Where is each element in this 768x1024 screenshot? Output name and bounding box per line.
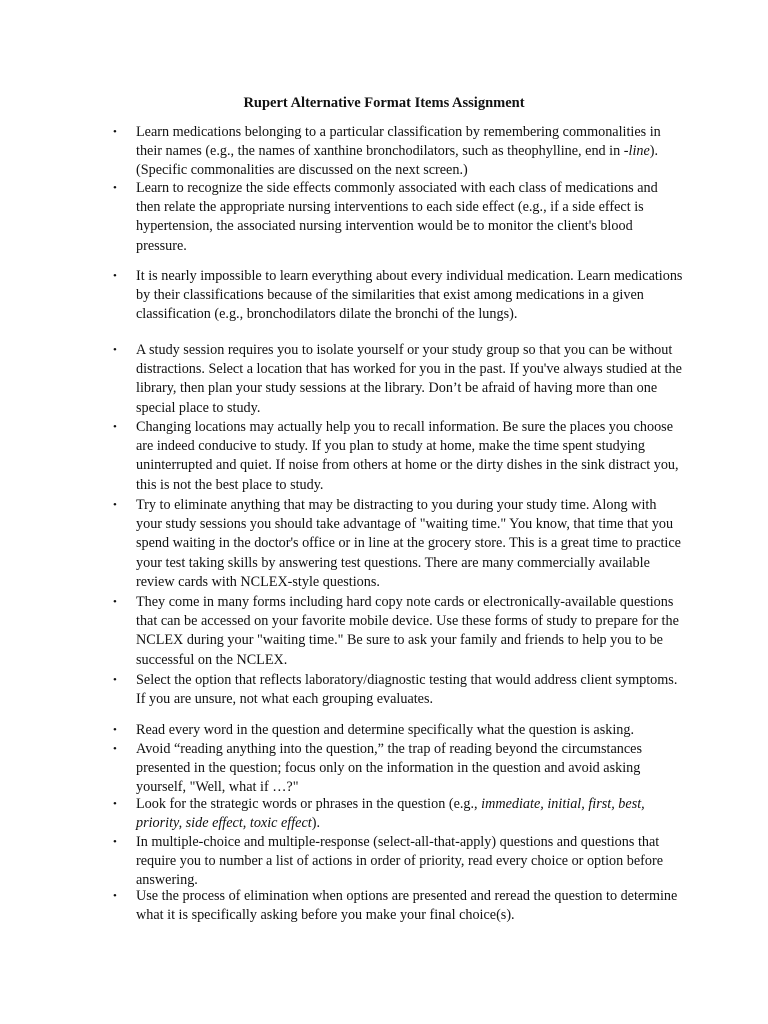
bullet-icon: • bbox=[113, 596, 117, 608]
list-item bbox=[113, 740, 684, 798]
list-item-text: They come in many forms including hard copy note cards or electronically-available questions that can be accessed on your favorite mobile device. Use these forms of study to prepare for the NCLEX during your "waiting time." Be sure to ask your family and friends to help you to be successful on the NCLEX. bbox=[136, 594, 679, 668]
bullet-icon: • bbox=[113, 421, 117, 433]
bullet-icon: • bbox=[113, 798, 117, 810]
bullet-icon: • bbox=[113, 836, 117, 848]
list-item bbox=[113, 721, 684, 740]
list-item-text: Select the option that reflects laboratory/diagnostic testing that would address client symptoms. If you are unsure, not what each grouping evaluates. bbox=[136, 672, 678, 708]
bullet-icon: • bbox=[113, 890, 117, 902]
document-title: Rupert Alternative Format Items Assignment bbox=[243, 95, 525, 111]
list-item bbox=[113, 418, 684, 495]
list-item bbox=[113, 179, 684, 256]
list-item bbox=[113, 123, 684, 181]
list-item bbox=[113, 671, 684, 709]
list-item-text-end: ). bbox=[311, 815, 320, 832]
bullet-icon: • bbox=[113, 270, 117, 282]
list-item bbox=[113, 795, 684, 833]
list-item bbox=[113, 267, 684, 325]
bullet-icon: • bbox=[113, 126, 117, 138]
list-item-text: Learn medications belonging to a particular classification by remembering commonalities in their names (e.g., the names of xanthine bronchodilators, such as theophylline, end in - bbox=[136, 124, 661, 160]
bullet-icon: • bbox=[113, 724, 117, 736]
list-item bbox=[113, 887, 684, 925]
list-item-text-end: ). (Specific commonalities are discussed on the next screen.) bbox=[136, 143, 659, 179]
list-item-text: In multiple-choice and multiple-response (select-all-that-apply) questions and questions that require you to number a list of actions in order of priority, read every choice or option before answering. bbox=[136, 834, 663, 889]
list-item-text: Learn to recognize the side effects commonly associated with each class of medications and then relate the appropriate nursing interventions to each side effect (e.g., if a side effect is hypertension, the associated nursing intervention would be to monitor the client's blood pressure. bbox=[136, 180, 658, 254]
bullet-icon: • bbox=[113, 743, 117, 755]
list-item bbox=[113, 496, 684, 592]
bullet-icon: • bbox=[113, 499, 117, 511]
list-item bbox=[113, 341, 684, 418]
bullet-icon: • bbox=[113, 182, 117, 194]
list-item-text: A study session requires you to isolate yourself or your study group so that you can be without distractions. Select a location that has worked for you in the past. If you've always studied at the library, then plan your study sessions at the library. Don’t be afraid of having more than one special place to study. bbox=[136, 342, 682, 416]
bullet-icon: • bbox=[113, 344, 117, 356]
list-item bbox=[113, 833, 684, 891]
list-item-text: Read every word in the question and determine specifically what the question is asking. bbox=[136, 722, 635, 738]
bullet-icon: • bbox=[113, 674, 117, 686]
list-item-text: Try to eliminate anything that may be distracting to you during your study time. Along with your study sessions you should take advantage of "waiting time." You know, that time that you spend waiting in the doctor's office or in line at the grocery store. This is a great time to practice your test taking skills by answering test questions. There are many commercially available review cards with NCLEX-style questions. bbox=[136, 497, 681, 590]
list-item-text: Avoid “reading anything into the question,” the trap of reading beyond the circumstances presented in the question; focus only on the information in the question and avoid asking yourself, "Well, what if …?" bbox=[136, 741, 642, 796]
list-item-emphasis: immediate, initial, first, best, priority, side effect, toxic effect bbox=[136, 796, 645, 832]
list-item-text: Changing locations may actually help you to recall information. Be sure the places you choose are indeed conducive to study. If you plan to study at home, make the time spent studying uninterrupted and quiet. If noise from others at home or the dirty dishes in the sink distract you, this is not the best place to study. bbox=[136, 419, 679, 493]
list-item-text: Look for the strategic words or phrases in the question (e.g., bbox=[136, 796, 482, 812]
list-item-emphasis: line bbox=[628, 143, 650, 160]
list-item bbox=[113, 593, 684, 670]
list-item-text: Use the process of elimination when options are presented and reread the question to determine what it is specifically asking before you make your final choice(s). bbox=[136, 888, 678, 924]
list-item-text: It is nearly impossible to learn everything about every individual medication. Learn medications by their classifications because of the similarities that exist among medications in a given classification (e.g., bronchodilators dilate the bronchi of the lungs). bbox=[136, 268, 683, 323]
